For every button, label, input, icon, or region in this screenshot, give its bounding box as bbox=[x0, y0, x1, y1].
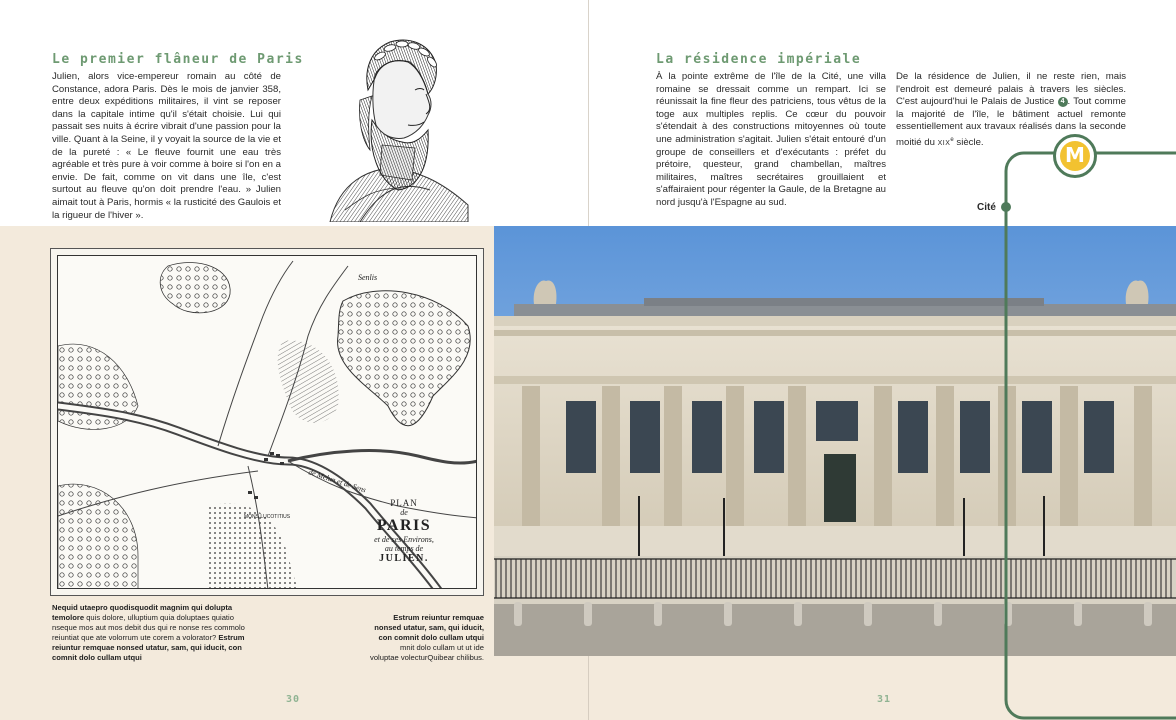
right-section-title: La résidence impériale bbox=[656, 52, 862, 67]
caption-left-bold2: Estrum reiuntur remquae nonsed utatur, sam, qui iducit, con comnit dolo cullam utqui bbox=[52, 633, 245, 662]
caption-left bbox=[52, 603, 252, 663]
metro-letter: M bbox=[1065, 143, 1085, 167]
right-column-2-text-c: siècle. bbox=[953, 137, 984, 149]
map-title-au-temps: au temps de bbox=[384, 544, 424, 553]
location-marker-badge: 4 bbox=[1058, 97, 1068, 107]
century-numeral: XIX bbox=[937, 140, 951, 148]
page-number-right: 31 bbox=[877, 694, 892, 705]
century-suffix: e bbox=[950, 136, 954, 143]
right-column-1 bbox=[656, 71, 886, 210]
right-column-1-text: À la pointe extrême de l'île de la Cité, une villa romaine se dressait comme un rempart. Ici se réunissait la fine fleur des patriciens, tous vêtus de la toge aux multiples replis. Ce cœur du pouvoir s'étendait à des constructions mitoyennes où toute une administration s'agitait. Julien s'était entouré d'un groupe de conseillers et d'exécutants : préfet du prétoire, questeur, grand chambellan, maîtres militaires, maîtres secrétaires grouillaient et s'affairaient pour régenter la Gaule, de la Bretagne au nord jusqu'à l'Espagne au sud. bbox=[656, 71, 886, 208]
left-paragraph-text: Julien, alors vice-empereur romain au côté de Constance, adora Paris. Dès le mois de janvier 358, entre deux expéditions militaires, il vint se reposer dans la capitale intime qu'il s'était choisie. Lui qui passait ses nuits à écrire vibrait d'une passion pour la ville. Quant à la Seine, il y voyait la source de la vie et de la pureté : « Le fleuve fournit une eau très agréable et très pure à voir comme à boire si l'on en a envie. De fait, comme on vit dans une île, c'est surtout au fleuve qu'on doit prendre l'eau. » Julien aimait tout à Paris, hormis « la rusticité des Gaulois et la rigueur de l'hiver ». bbox=[52, 71, 282, 221]
caption-right bbox=[370, 613, 484, 663]
left-paragraph bbox=[52, 71, 281, 222]
map-cartouche bbox=[350, 498, 458, 564]
caption-right-regular: mnit dolo cullam ut ut ide voluptae volecturQuibear chilibus. bbox=[370, 643, 484, 662]
map-label-senlis: Senlis bbox=[358, 273, 378, 282]
page-number-left: 30 bbox=[286, 694, 301, 705]
map-label-mons: MONS LUCOTITIUS bbox=[244, 514, 291, 520]
map-title-plan: PLAN bbox=[390, 498, 418, 508]
caption-left-regular: quis dolore, ulluptium quia doluptaes quiatio nseque mos aut mos debit dus qui re nonse res commolo reiuntiat que ate volorrum ute corem a volorator? bbox=[52, 613, 245, 642]
caption-left-bold1: Nequid utaepro quodisquodit magnim qui dolupta temolore bbox=[52, 603, 233, 622]
map-title-paris: PARIS bbox=[376, 517, 432, 534]
map-title-julien: JULIEN. bbox=[379, 553, 429, 564]
map-label-melun: de Melun et de Sens bbox=[307, 467, 368, 495]
metro-icon bbox=[1053, 134, 1097, 178]
julien-portrait-engraving bbox=[320, 30, 470, 222]
map-title-de: de bbox=[400, 508, 408, 517]
map-title-environs: et de ses Environs, bbox=[374, 535, 434, 544]
map-engraving bbox=[57, 255, 477, 589]
caption-right-bold: Estrum reiuntur remquae nonsed utatur, sam, qui iducit, con comnit dolo cullam utqui bbox=[374, 613, 484, 642]
metro-station-label: Cité bbox=[977, 202, 996, 213]
right-column-2-text-a: De la résidence de Julien, il ne reste rien, mais l'endroit est demeuré palais à travers les siècles. C'est aujourd'hui le Palais de Justice bbox=[896, 71, 1126, 108]
metro-line-graphic bbox=[990, 110, 1176, 720]
left-section-title: Le premier flâneur de Paris bbox=[52, 52, 304, 67]
paris-historic-map bbox=[50, 248, 484, 596]
right-column-2-text-b: . Tout comme la majorité de l'île, le bâtiment actuel remonte essentiellement aux travaux réalisés dans la seconde moitié du bbox=[896, 96, 1126, 149]
